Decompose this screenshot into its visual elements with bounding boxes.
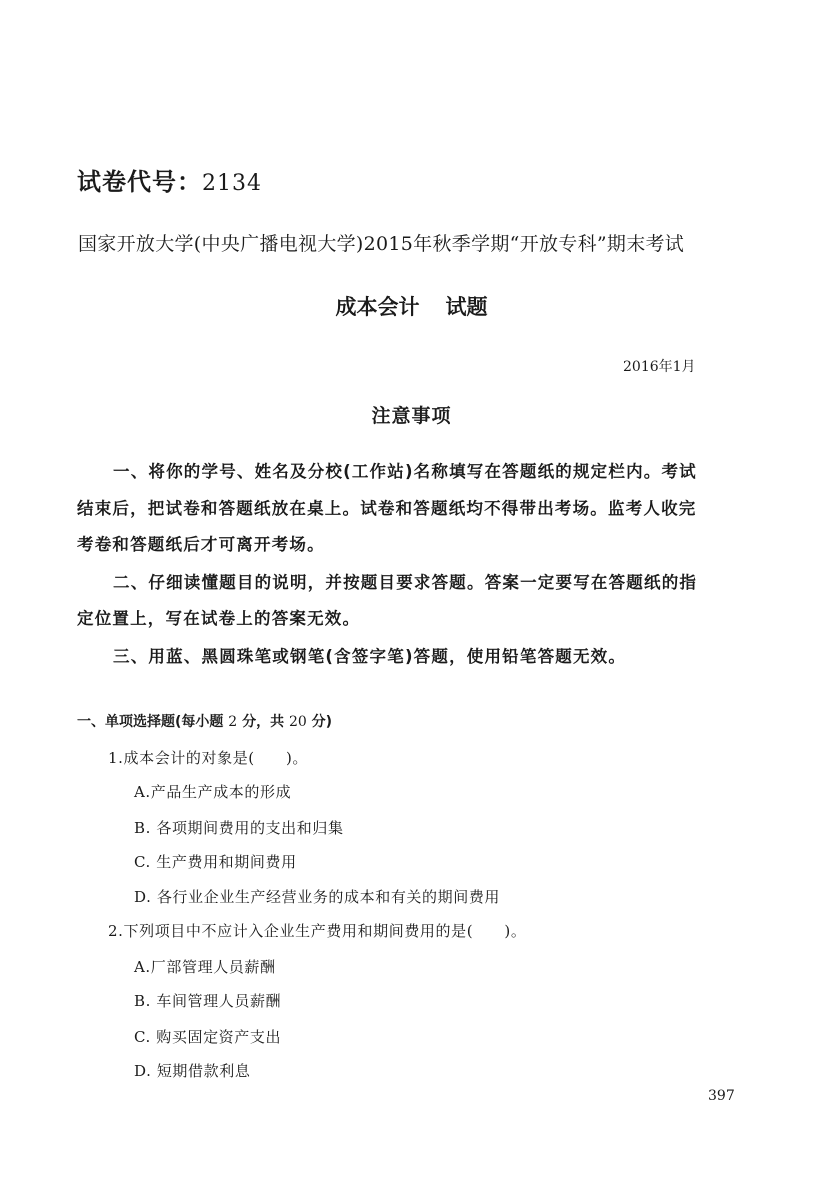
question-option: A.产品生产成本的形成	[134, 783, 292, 801]
question-option: C. 购买固定资产支出	[134, 1028, 282, 1046]
section-heading-part: 一、单项选择题(每小题	[77, 714, 224, 730]
exam-title: 国家开放大学(中央广播电视大学)2015年秋季学期“开放专科”期末考试	[78, 233, 685, 255]
exam-date: 2016年1月	[623, 359, 696, 375]
note-line: 定位置上，写在试卷上的答案无效。	[77, 609, 361, 628]
note-line: 考卷和答题纸后才可离开考场。	[77, 535, 325, 554]
subject-suffix: 试题	[445, 295, 488, 319]
question-option: B. 各项期间费用的支出和归集	[134, 819, 344, 837]
question-option: D. 短期借款利息	[134, 1062, 251, 1080]
subject-title	[0, 291, 823, 321]
question-option: C. 生产费用和期间费用	[134, 853, 297, 871]
section-points-total: 20	[288, 714, 307, 730]
section-points-each: 2	[228, 714, 238, 730]
section-heading-part: 分)	[311, 714, 333, 730]
page-number: 397	[708, 1088, 735, 1104]
section-heading-part: 分，共	[242, 714, 285, 730]
question-option: A.厂部管理人员薪酬	[134, 958, 276, 976]
note-line: 一、将你的学号、姓名及分校(工作站)名称填写在答题纸的规定栏内。考试	[113, 462, 697, 481]
note-line: 结束后，把试卷和答题纸放在桌上。试卷和答题纸均不得带出考场。监考人收完	[77, 499, 697, 518]
question-stem: 1.成本会计的对象是( )。	[108, 749, 309, 767]
section-heading	[77, 711, 332, 731]
exam-code	[77, 162, 262, 197]
note-line: 二、仔细读懂题目的说明，并按题目要求答题。答案一定要写在答题纸的指	[113, 573, 698, 592]
question-stem: 2.下列项目中不应计入企业生产费用和期间费用的是( )。	[108, 922, 527, 940]
note-line: 三、用蓝、黑圆珠笔或钢笔(含签字笔)答题，使用铅笔答题无效。	[113, 647, 627, 666]
exam-code-number: 2134	[202, 171, 262, 196]
question-option: B. 车间管理人员薪酬	[134, 992, 282, 1010]
exam-code-label: 试卷代号：	[77, 168, 202, 196]
notes-title: 注意事项	[371, 405, 452, 427]
question-option: D. 各行业企业生产经营业务的成本和有关的期间费用	[134, 888, 501, 906]
subject-name: 成本会计	[335, 295, 420, 319]
